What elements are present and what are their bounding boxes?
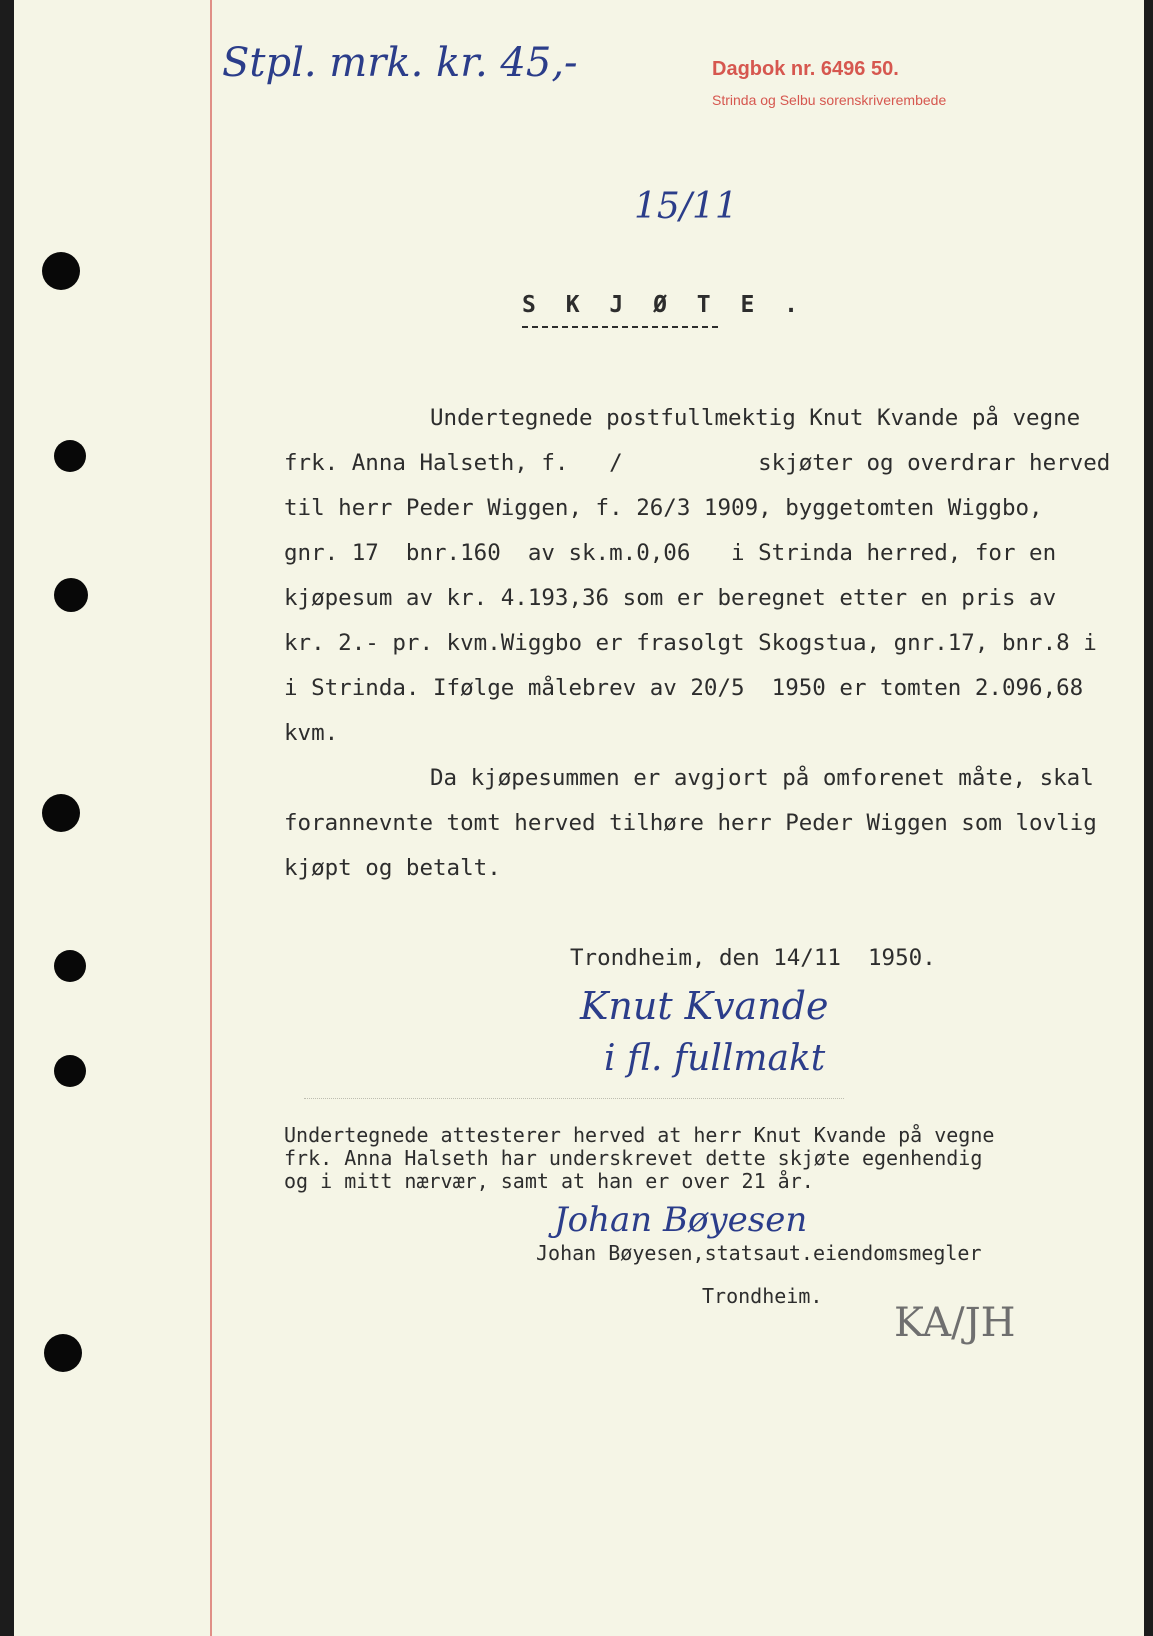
- journal-stamp-office: Strinda og Selbu sorenskriverembede: [712, 92, 947, 108]
- body-line: Da kjøpesummen er avgjort på omforenet måte, skal: [430, 765, 1094, 791]
- body-line: gnr. 17 bnr.160 av sk.m.0,06 i Strinda herred, for en: [284, 540, 1057, 566]
- punch-hole: [44, 1334, 82, 1372]
- document-page: [14, 0, 1144, 1636]
- punch-hole: [54, 578, 88, 612]
- journal-stamp-number: Dagbok nr. 6496 50.: [712, 58, 899, 80]
- attest-line: Undertegnede attesterer herved at herr Knut Kvande på vegne: [284, 1123, 995, 1147]
- body-line: i Strinda. Ifølge målebrev av 20/5 1950 er tomten 2.096,68: [284, 675, 1084, 701]
- document-title: S K J Ø T E .: [522, 292, 807, 318]
- punch-hole: [42, 252, 80, 290]
- dotted-divider: [304, 1098, 844, 1099]
- signature-proxy-note: i fl. fullmakt: [604, 1038, 826, 1079]
- attest-line: og i mitt nærvær, samt at han er over 21 år.: [284, 1169, 814, 1193]
- title-underline: [522, 326, 718, 328]
- received-date: 15/11: [634, 186, 738, 227]
- margin-rule: [210, 0, 212, 1636]
- witness-name: Johan Bøyesen,statsaut.eiendomsmegler: [536, 1241, 982, 1265]
- body-line: kvm.: [284, 720, 339, 746]
- punch-hole: [42, 794, 80, 832]
- punch-hole: [54, 1055, 86, 1087]
- body-line: kjøpt og betalt.: [284, 855, 501, 881]
- place-date: Trondheim, den 14/11 1950.: [570, 945, 936, 971]
- witness-city: Trondheim.: [702, 1284, 823, 1308]
- attest-line: frk. Anna Halseth har underskrevet dette skjøte egenhendig: [284, 1146, 983, 1170]
- body-line: Undertegnede postfullmektig Knut Kvande på vegne: [430, 405, 1081, 431]
- stamp-duty-note: Stpl. mrk. kr. 45,-: [222, 40, 578, 86]
- punch-hole: [54, 440, 86, 472]
- body-line: kjøpesum av kr. 4.193,36 som er beregnet etter en pris av: [284, 585, 1057, 611]
- body-line: frk. Anna Halseth, f. / skjøter og overdrar herved: [284, 450, 1111, 476]
- signature-knut-kvande: Knut Kvande: [580, 984, 829, 1028]
- signature-johan-boyesen: Johan Bøyesen: [554, 1200, 808, 1240]
- clerk-initials: KA/JH: [894, 1300, 1016, 1346]
- body-line: til herr Peder Wiggen, f. 26/3 1909, byggetomten Wiggbo,: [284, 495, 1043, 521]
- body-line: forannevnte tomt herved tilhøre herr Peder Wiggen som lovlig: [284, 810, 1097, 836]
- punch-hole: [54, 950, 86, 982]
- body-line: kr. 2.- pr. kvm.Wiggbo er frasolgt Skogstua, gnr.17, bnr.8 i: [284, 630, 1097, 656]
